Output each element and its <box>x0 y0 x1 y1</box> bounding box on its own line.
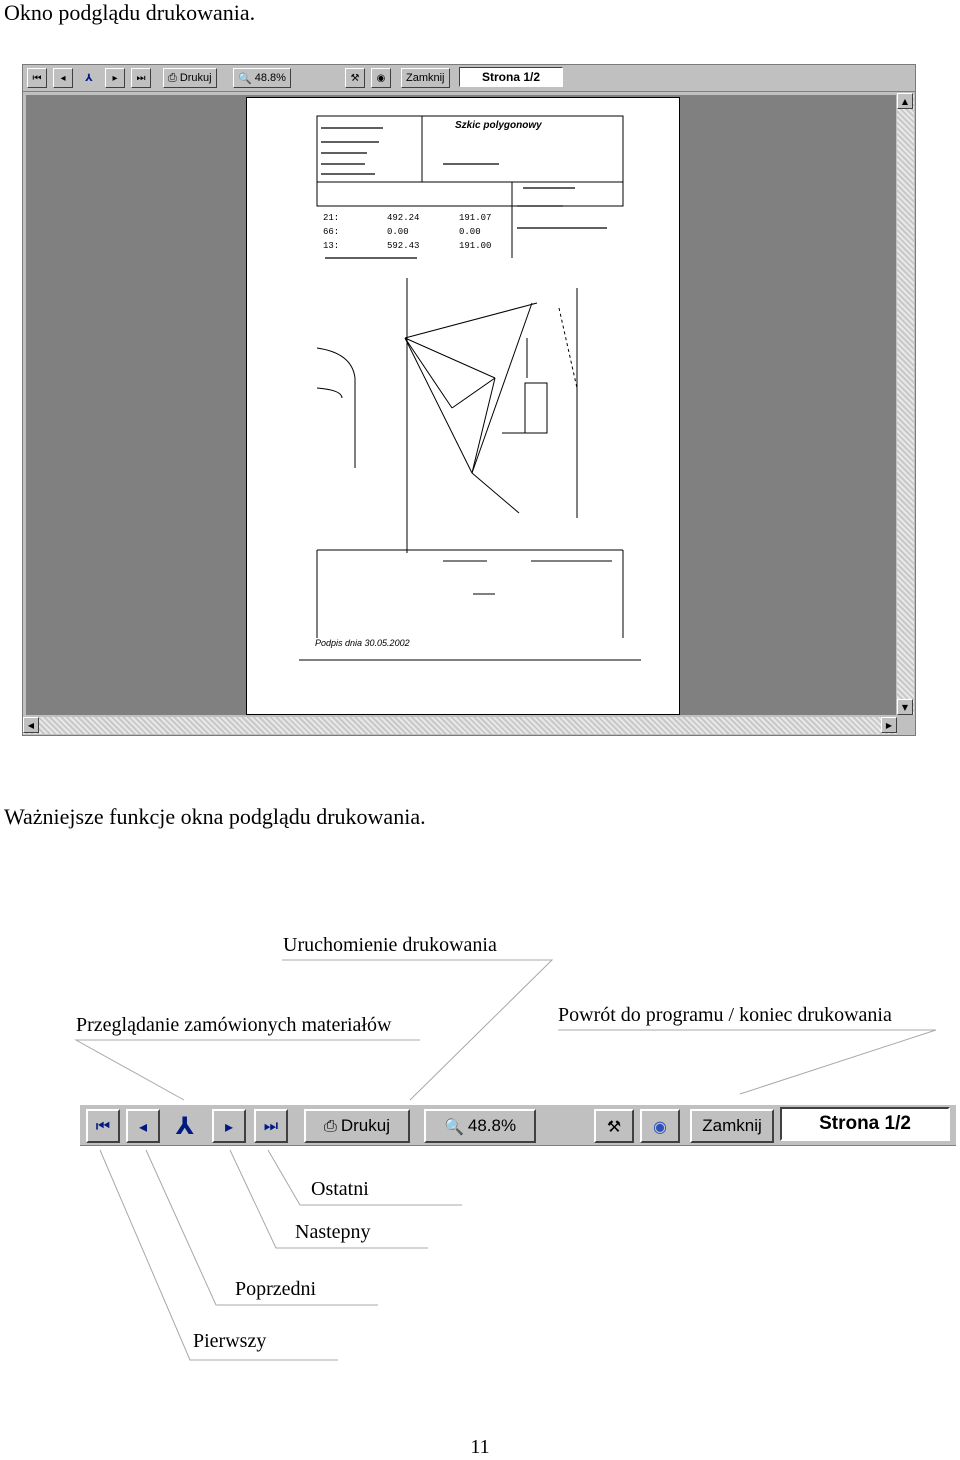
sheet-date-line: Podpis dnia 30.05.2002 <box>315 638 410 648</box>
callout-last: Ostatni <box>311 1178 369 1200</box>
page-indicator: Strona 1/2 <box>780 1107 950 1141</box>
close-button[interactable]: Zamknij <box>401 68 450 88</box>
zoom-button[interactable]: 🔍 48.8% <box>233 68 291 88</box>
arrow-left-icon: ◀ <box>27 720 35 730</box>
materials-icon: ⅄ <box>175 1112 195 1140</box>
options-button[interactable] <box>640 1109 680 1143</box>
page-number: 11 <box>470 1436 490 1458</box>
close-button[interactable]: Zamknij <box>690 1109 774 1143</box>
callout-next: Nastepny <box>295 1221 371 1243</box>
materials-icon: ⅄ <box>85 72 93 84</box>
zoom-icon: 🔍 <box>443 1116 464 1136</box>
first-page-icon: ⏮ <box>32 72 42 84</box>
sheet-row-3-x: 592.43 <box>387 241 420 251</box>
first-page-button[interactable] <box>86 1109 120 1143</box>
next-page-icon: ▸ <box>224 1116 234 1136</box>
last-page-button[interactable] <box>254 1109 288 1143</box>
sheet-row-2-x: 0.00 <box>387 227 409 237</box>
page-indicator: Strona 1/2 <box>459 67 563 87</box>
annotated-toolbar <box>80 1104 956 1146</box>
sheet-row-1-id: 21: <box>323 213 340 223</box>
page-heading: Okno podglądu drukowania. <box>4 0 256 25</box>
sheet-row-1-x: 492.24 <box>387 213 420 223</box>
setup-button[interactable] <box>594 1109 634 1143</box>
print-button[interactable]: ⎙ Drukuj <box>304 1109 410 1143</box>
sheet-row-3-y: 191.00 <box>459 241 492 251</box>
first-page-icon: ⏮ <box>95 1116 111 1135</box>
tools-icon: ⚒ <box>606 1116 622 1136</box>
previous-page-icon: ◂ <box>60 72 66 84</box>
printer-icon: ⎙ <box>168 71 177 84</box>
previous-page-button[interactable] <box>126 1109 160 1143</box>
print-button[interactable]: ⎙ Drukuj <box>163 68 217 88</box>
sheet-row-2-id: 66: <box>323 227 340 237</box>
callout-previous: Poprzedni <box>235 1278 317 1300</box>
sheet-row-1-y: 191.07 <box>459 213 492 223</box>
zoom-icon: 🔍 <box>238 71 252 85</box>
sheet-row-3-id: 13: <box>323 241 340 251</box>
callout-materials: Przeglądanie zamówionych materiałów <box>76 1014 392 1036</box>
next-page-icon: ▸ <box>112 72 118 84</box>
arrow-right-icon: ▶ <box>885 720 893 730</box>
zoom-button[interactable]: 🔍 48.8% <box>424 1109 536 1143</box>
callout-first: Pierwszy <box>193 1330 267 1352</box>
tools-icon: ⚒ <box>350 72 360 84</box>
options-icon: ◉ <box>653 1116 667 1136</box>
printer-icon: ⎙ <box>324 1116 337 1135</box>
options-icon: ◉ <box>376 72 386 84</box>
next-page-button[interactable] <box>212 1109 246 1143</box>
section-heading: Ważniejsze funkcje okna podglądu drukowania. <box>4 804 426 829</box>
last-page-icon: ⏭ <box>136 72 146 84</box>
previous-page-icon: ◂ <box>138 1116 148 1136</box>
callout-print: Uruchomienie drukowania <box>283 934 497 956</box>
materials-button[interactable] <box>166 1109 204 1143</box>
arrow-up-icon: ▲ <box>901 96 909 106</box>
last-page-icon: ⏭ <box>263 1116 279 1135</box>
arrow-down-icon: ▼ <box>901 702 909 712</box>
sheet-title: Szkic polygonowy <box>455 120 542 131</box>
callout-close: Powrót do programu / koniec drukowania <box>558 1004 892 1026</box>
sheet-row-2-y: 0.00 <box>459 227 481 237</box>
